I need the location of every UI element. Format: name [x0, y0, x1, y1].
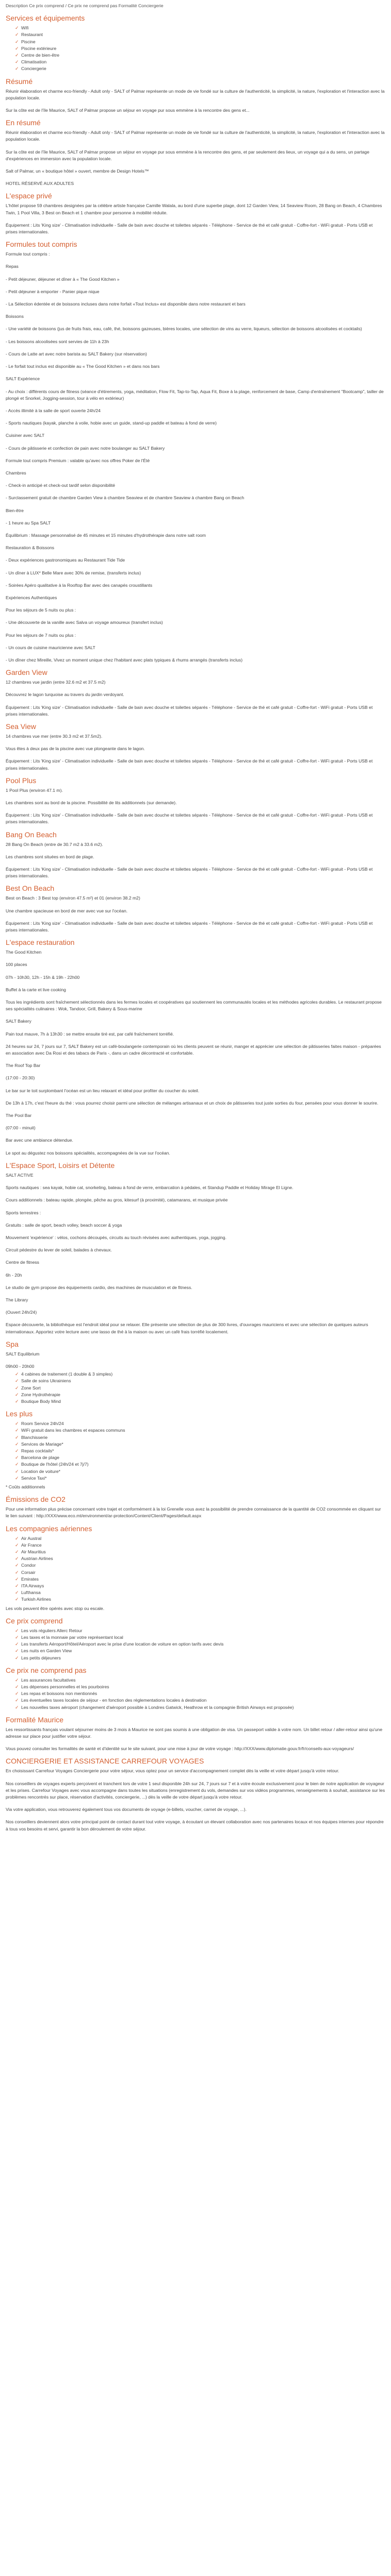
list-item: [15, 59, 385, 65]
list-item-label: Les repas et boissons non mentionnés: [21, 1691, 97, 1697]
price-includes-section: [6, 1616, 385, 1662]
paragraph: Équipement : Lits 'King size' - Climatisation individuelle - Salle de bain avec douche et toilettes séparés - Téléphone - Service de thé et café gratuit - Coffre-fort - WiFi gratuit - Ports USB et prises internationales.: [6, 222, 373, 235]
paragraph: Best on Beach : 3 Best top (environ 47.5 m²) et 01 (environ 38.2 m2): [6, 895, 140, 901]
checkmark-icon: ✓: [15, 25, 19, 31]
list-item-label: Restaurant: [21, 32, 43, 38]
list-item-label: Lufthansa: [21, 1590, 41, 1596]
list-item: [15, 1468, 385, 1475]
check-list: [6, 1420, 385, 1482]
paragraph: Pour les séjours de 5 nuits ou plus :: [6, 607, 76, 613]
paragraph: Sports nautiques : sea kayak, hobie cat, snorkeling, bateau à fond de verre, embarcation à pédales, et Standup Paddle et Holiday Mirage El Ligne.: [6, 1185, 294, 1191]
checkmark-icon: ✓: [15, 1684, 19, 1690]
paragraph: The Roof Top Bar: [6, 1063, 41, 1069]
list-item: [15, 1448, 385, 1454]
paragraph: SALT Expérience: [6, 376, 40, 382]
section-title: Ce prix ne comprend pas: [6, 1666, 87, 1674]
content-section: [6, 13, 385, 72]
section-title: Pool Plus: [6, 776, 37, 785]
paragraph: 100 places: [6, 962, 27, 968]
content-section: [6, 118, 385, 187]
section-title: Formalité Maurice: [6, 1715, 64, 1724]
list-item-label: Climatisation: [21, 59, 47, 65]
paragraph: Mouvement 'expérience' : vélos, cochons découpés, circuits au touch révisées avec authentiques, yoga, jogging.: [6, 1234, 226, 1240]
paragraph: 14 chambres vue mer (entre 30.3 m2 et 37.5m2).: [6, 733, 103, 739]
list-item-label: Blanchisserie: [21, 1434, 48, 1440]
list-item-label: Air Austral: [21, 1535, 42, 1541]
concierge-section: [6, 1756, 385, 1832]
list-item: [15, 1589, 385, 1596]
checkmark-icon: ✓: [15, 1563, 19, 1568]
paragraph: - Sports nautiques (kayak, planche à voile, hobie avec un guide, stand-up paddle et bateau à fond de verre): [6, 420, 217, 426]
content-section: [6, 776, 385, 826]
list-item-label: Piscine extérieure: [21, 45, 57, 51]
checkmark-icon: ✓: [15, 1556, 19, 1562]
sections-container: [6, 13, 385, 1833]
list-item: [15, 1461, 385, 1468]
list-item-label: Air Mauritius: [21, 1549, 46, 1554]
paragraph: Vous êtes à deux pas de la piscine avec vue plongeante dans le lagon.: [6, 746, 145, 752]
checkmark-icon: ✓: [15, 1448, 19, 1453]
paragraph: Les ressortissants français voulant séjourner moins de 3 mois à Maurice ne sont pas soumis à une obligation de visa. Un passeport valide à votre nom. Un billet retour / aller-retour ainsi qu'une adresse sur place pour justifier votre séjour.: [6, 1726, 383, 1739]
list-item-label: Centre de bien-être: [21, 53, 60, 58]
checkmark-icon: ✓: [15, 1677, 19, 1683]
list-item-label: Service Taxi*: [21, 1475, 47, 1481]
paragraph: Formule tout compris Premium : valable qu'avec nos offres Poker de l'Été: [6, 457, 150, 463]
paragraph: - Soirées Apéro qualitative à la Rooftop Bar avec des canapés croustillants: [6, 582, 153, 588]
list-item-label: Boutique Body Mind: [21, 1398, 61, 1404]
content-section: [6, 722, 385, 772]
paragraph: - 1 heure au Spa SALT: [6, 520, 51, 526]
list-item: [15, 1697, 385, 1704]
check-list: [6, 25, 385, 72]
list-item: [15, 1562, 385, 1569]
checkmark-icon: ✓: [15, 1421, 19, 1427]
list-item-label: Les vols réguliers Allerc Retour: [21, 1628, 83, 1633]
paragraph: Chambres: [6, 470, 26, 476]
content-section: [6, 830, 385, 880]
list-item-label: Les taxes et la monnaie par votre représentant local: [21, 1635, 123, 1640]
list-item: [15, 1398, 385, 1405]
list-item-label: Services de Mariage*: [21, 1441, 63, 1447]
content-section: [6, 191, 385, 235]
paragraph: SALT Bakery: [6, 1019, 31, 1024]
paragraph: 07h - 10h30, 12h - 15h & 19h - 22h00: [6, 974, 80, 980]
paragraph: Espace découverte, la bibliothèque est l'endroit idéal pour se relaxer. Elle présente une sélection de plus de 300 livres, d'ouvrages mauriciens et avec une sélection de quelques auteurs internationaux. Apportez votre lecture avec une lasso de thé à la maison ou avec un café frais torréfié localement.: [6, 1322, 368, 1334]
paragraph: Découvrez le lagon turquoise au travers du jardin verdoyant.: [6, 692, 124, 698]
checkmark-icon: ✓: [15, 1569, 19, 1575]
content-section: [6, 77, 385, 114]
checkmark-icon: ✓: [15, 1583, 19, 1589]
paragraph: - Deux expériences gastronomiques au Restaurant Tide Tide: [6, 557, 125, 563]
checkmark-icon: ✓: [15, 1628, 19, 1633]
section-title: CONCIERGERIE ET ASSISTANCE CARREFOUR VOYAGES: [6, 1757, 204, 1766]
paragraph: En choisissant Carrefour Voyages Conciergerie pour votre séjour, vous optez pour un service d'accompagnement complet dès la veille et votre départ jusqu'à votre retour.: [6, 1768, 339, 1774]
checkmark-icon: ✓: [15, 45, 19, 51]
checkmark-icon: ✓: [15, 1648, 19, 1654]
airlines-section: [6, 1524, 385, 1612]
paragraph: Équipement : Lits 'King size' - Climatisation individuelle - Salle de bain avec douche et toilettes séparés - Téléphone - Service de thé et café gratuit - Coffre-fort - WiFi gratuit - Ports USB et prises internationales.: [6, 704, 373, 717]
paragraph: Tous les ingrédients sont fraîchement sélectionnés dans les fermes locales et coopératives qui soutiennent les communautés locales et les méthodes agricoles durables. Le restaurant propose ses spécialités culinaires : Wok, Tandoor, Grill, Bakery & Sous-marine: [6, 999, 382, 1012]
paragraph: Pour une information plus précise concernant votre trajet et conformément à la loi Grenelle vous avez la possibilité de prendre connaissance de la quantité de CO2 consommée en cliquant sur le lien suivant : http://XXX/www.eco.mt/environment/ar-protection/Content/Client/Pages/default.aspx: [6, 1506, 381, 1519]
list-item: [15, 1634, 385, 1641]
content-section: [6, 668, 385, 718]
list-item-label: Location de voiture*: [21, 1468, 60, 1474]
paragraph: - Petit déjeuner à emporter - Panier pique nique: [6, 289, 100, 294]
list-item: [15, 39, 385, 45]
paragraph: - Au choix : différents cours de fitness (séance d'étirements, yoga, méditation, Flow Fit, Tap-to-Tap, Aqua Fit, Boxe à la plage, renforcement de base, Camp d'entraînement "Bootcamp", tailler de plongé et Snorkel, Jogging-session, tour à vélo en extérieur): [6, 388, 384, 401]
list-item-label: Les éventuelles taxes locales de séjour - en fonction des réglementations locales à destination: [21, 1698, 207, 1703]
paragraph: Pain tout mauve, 7h à 13h30 : se mettre ensuite tiré est, par café fraîchement torréfié.: [6, 1031, 174, 1037]
list-item-label: Salle de soins Ukrainiens: [21, 1378, 71, 1384]
section-title: Les compagnies aériennes: [6, 1524, 92, 1533]
checkmark-icon: ✓: [15, 1535, 19, 1541]
checkmark-icon: ✓: [15, 1398, 19, 1404]
checkmark-icon: ✓: [15, 1691, 19, 1697]
checkmark-icon: ✓: [15, 1590, 19, 1596]
checkmark-icon: ✓: [15, 1371, 19, 1377]
paragraph: - Le forfait tout inclus est disponible au « The Good Kitchen » et dans nos bars: [6, 364, 160, 369]
paragraph: 09h00 - 20h00: [6, 1363, 35, 1369]
list-item: [15, 1628, 385, 1634]
section-title: L'Espace Sport, Loisirs et Détente: [6, 1161, 115, 1170]
plus-section: [6, 1409, 385, 1490]
section-title: Émissions de CO2: [6, 1495, 66, 1504]
checkmark-icon: ✓: [15, 1462, 19, 1467]
paragraph: 12 chambres vue jardin (entre 32.6 m2 et 37.5 m2): [6, 680, 106, 685]
list-item-label: Conciergerie: [21, 66, 46, 72]
list-item: [15, 1434, 385, 1441]
paragraph: 24 heures sur 24, 7 jours sur 7, SALT Bakery est un café-boulangerie contemporain où les clients peuvent se réunir, manger et apprécier une sélection de pâtisseries faites maison - préparées en association avec Da Rosi et des tabacs de Paris -, dans un cadre décontracté et confortable.: [6, 1043, 381, 1056]
list-item: [15, 25, 385, 31]
paragraph: - Les boissons alcoolisées sont servies de 11h à 23h: [6, 338, 109, 344]
list-item: [15, 1475, 385, 1482]
list-item: [15, 1441, 385, 1448]
checkmark-icon: ✓: [15, 1542, 19, 1548]
paragraph: Sur la côte est de l'île Maurice, SALT of Palmar propose un séjour en voyage pur sous emmène à la rencontre des gens, et par seulement des lieux, un voyage qui a du sens, un partage d'expériences en immersion avec la population locale.: [6, 149, 369, 161]
paragraph: - Un dîner chez Mireille, Vivez un moment unique chez l'habitant avec plats typiques & rhums arrangés (transferts inclus): [6, 657, 243, 663]
list-item: [15, 52, 385, 59]
checkmark-icon: ✓: [15, 1441, 19, 1447]
list-item-label: WiFi gratuit dans les chambres et espaces communs: [21, 1428, 125, 1433]
paragraph: Formule tout compris :: [6, 251, 50, 257]
list-item: [15, 1684, 385, 1690]
page-caption: Description Ce prix comprend / Ce prix ne comprend pas Formalité Conciergerie: [6, 3, 164, 8]
paragraph: 28 Bang On Beach (entre de 30.7 m2 à 33.6 m2).: [6, 841, 103, 847]
paragraph: - Cours de pâtisserie et confection de pain avec notre boulanger au SALT Bakery: [6, 445, 165, 451]
list-item: [15, 1392, 385, 1398]
check-list: [6, 1677, 385, 1711]
list-item: [15, 1555, 385, 1562]
list-item: [15, 1648, 385, 1654]
paragraph: HOTEL RÉSERVÉ AUX ADULTES: [6, 181, 74, 187]
checkmark-icon: ✓: [15, 53, 19, 58]
paragraph: Boissons: [6, 314, 24, 319]
paragraph: The Good Kitchen: [6, 950, 42, 955]
paragraph: 6h - 20h: [6, 1272, 22, 1278]
section-title: L'espace restauration: [6, 938, 75, 947]
paragraph: Bien-être: [6, 507, 24, 513]
list-item-label: Emirates: [21, 1576, 39, 1582]
paragraph: Gratuits : salle de sport, beach volley, beach soccer & yoga: [6, 1222, 122, 1228]
section-title: Résumé: [6, 77, 33, 86]
paragraph: Expériences Authentiques: [6, 595, 57, 600]
paragraph: Nos conseillers de voyages experts perçoivent et tranchent lors de votre 1 seul disponible 24h sur 24, 7 jours sur 7 et à votre écoute exclusivement pour le bien de notre application de voyageur et les prises. Carrefour Voyages avec vous accompagne dans toutes les situations (enregistrement du vols, demandes sur vos vidéos programmes, renseignements à souhait, assistance sur les problèmes rencontrés sur place, réservation d'activités, conciergerie, ...) dès la veille de votre départ jusqu'à votre retour.: [6, 1781, 385, 1800]
paragraph: 1 Pool Plus (environ 47.1 m).: [6, 787, 63, 793]
paragraph: - Surclassement gratuit de chambre Garden View à chambre Seaview et de chambre Seaview à chambre Bang on Beach: [6, 495, 245, 501]
check-list: [6, 1535, 385, 1603]
checkmark-icon: ✓: [15, 1378, 19, 1384]
paragraph: Sur la côte est de l'île Maurice, SALT of Palmar propose un séjour en voyage pur sous emmène à la rencontre des gens et...: [6, 108, 250, 113]
list-item-label: Piscine: [21, 39, 36, 44]
paragraph: Vous pouvez consulter les formalités de santé et d'identité sur le site suivant, pour une mise à jour de votre voyage : http://XXX/www.diplomatie.gouv.fr/fr/conseils-aux-voyageurs/: [6, 1746, 354, 1752]
list-item-label: Les transferts Aéroport/Hôtel/Aéroport avec le prise d'une location de voiture en option tarifs avec devis: [21, 1641, 224, 1647]
paragraph: Le spot au dégustez nos boissons spécialités, accompagnées de la vue sur l'océan.: [6, 1150, 170, 1156]
paragraph: Buffet à la carte et live cooking: [6, 987, 66, 992]
paragraph: Salt of Palmar, un « boutique hôtel » ouvert, membre de Design Hotels™: [6, 168, 149, 174]
paragraph: L'hôtel propose 59 chambres designées par la célèbre artiste française Camille Walala, au bord d'une superbe plage, dont 12 Garden View, 14 Seaview Room, 28 Bang on Beach, 4 Chambres Twin, 1 Pool Villa, 3 Best on Beach et 1 chambre pour personne à mobilité réduite.: [6, 203, 382, 215]
paragraph: De 13h à 17h, c'est l'heure du thé : vous pourrez choisir parmi une sélection de mélanges artisanaux et un choix de pâtisseries tout juste sorties du four, pensées pour vous donner le sourire.: [6, 1100, 379, 1106]
list-item-label: 4 cabines de traitement (1 double & 3 simples): [21, 1371, 113, 1377]
list-item: [15, 1576, 385, 1583]
list-item-label: Les nouvelles taxes aéroport (changement d'aéroport possible à Londres Gatwick, Heathrow et la compagnie British Airways est proposée): [21, 1704, 294, 1710]
list-item-label: ITA Airways: [21, 1583, 44, 1589]
paragraph: (Ouvert 24h/24): [6, 1310, 37, 1315]
checkmark-icon: ✓: [15, 1655, 19, 1660]
paragraph: Centre de fitness: [6, 1260, 39, 1265]
paragraph: Restauration & Boissons: [6, 545, 55, 551]
list-item-label: Room Service 24h/24: [21, 1421, 64, 1427]
paragraph: - Un dîner à LUX* Belle Mare avec 30% de remise, (transferts inclus): [6, 570, 141, 575]
paragraph: Nos conseillers deviennent alors votre principal point de contact durant tout votre voyage, à écoutant un élevant collaboration avec nos partenaires locaux et nos équipes internes pour répondre à tous vos besoins et servi, garantir la bon déroulement de votre séjour.: [6, 1819, 384, 1832]
list-item-label: Wifi: [21, 25, 29, 31]
list-item: [15, 1596, 385, 1603]
list-item-label: Zone Sort: [21, 1385, 41, 1391]
checkmark-icon: ✓: [15, 1641, 19, 1647]
list-item: [15, 31, 385, 38]
checkmark-icon: ✓: [15, 1549, 19, 1554]
paragraph: Bar avec une ambiance détendue.: [6, 1138, 73, 1143]
list-item-label: Les dépenses personnelles et les pourboires: [21, 1684, 109, 1690]
list-item-label: Turkish Airlines: [21, 1597, 51, 1602]
note-text: Les vols peuvent être opérés avec stop ou escale.: [6, 1605, 105, 1611]
list-item: [15, 1542, 385, 1549]
formalities-section: [6, 1715, 385, 1753]
checkmark-icon: ✓: [15, 1698, 19, 1703]
list-item: [15, 1569, 385, 1576]
note-text: * Coûts additionnels: [6, 1484, 45, 1489]
paragraph: The Pool Bar: [6, 1113, 32, 1118]
paragraph: Sports terrestres :: [6, 1210, 41, 1215]
list-item-label: Condor: [21, 1563, 36, 1568]
paragraph: Une chambre spacieuse en bord de mer avec vue sur l'océan.: [6, 908, 128, 913]
content-section: [6, 1161, 385, 1335]
paragraph: - Petit déjeuner, déjeuner et dîner à « The Good Kitchen »: [6, 276, 120, 282]
list-item-label: Les petits déjeuners: [21, 1655, 61, 1660]
list-item: [15, 1378, 385, 1384]
paragraph: Repas: [6, 264, 19, 269]
list-item-label: Repas cocktails*: [21, 1448, 54, 1453]
checkmark-icon: ✓: [15, 1385, 19, 1391]
paragraph: - Cours de Latte art avec notre barista au SALT Bakery (sur réservation): [6, 351, 147, 357]
section-title: En résumé: [6, 118, 41, 127]
paragraph: - Un cours de cuisine mauricienne avec SALT: [6, 645, 95, 650]
paragraph: Équipement : Lits 'King size' - Climatisation individuelle - Salle de bain avec douche et toilettes séparés - Téléphone - Service de thé et café gratuit - Coffre-fort - WiFi gratuit - Ports USB et prises internationales.: [6, 758, 373, 771]
section-title: Garden View: [6, 668, 47, 677]
paragraph: - Une découverte de la vanille avec Salva un voyage amoureux (transfert inclus): [6, 620, 163, 625]
checkmark-icon: ✓: [15, 1468, 19, 1474]
list-item: [15, 1371, 385, 1378]
paragraph: Cuisiner avec SALT: [6, 433, 45, 438]
paragraph: Le studio de gym propose des équipements cardio, des machines de musculation et de fitness.: [6, 1284, 192, 1290]
paragraph: Les chambres sont au bord de la piscine. Possibilité de lits additionnels (sur demande).: [6, 800, 177, 805]
section-title: Formules tout compris: [6, 240, 77, 249]
section-title: Best On Beach: [6, 884, 55, 893]
paragraph: Circuit pédestre du lever de soleil, balades à chevaux.: [6, 1247, 112, 1253]
list-item-label: Les assurances facultatives: [21, 1677, 76, 1683]
list-item: [15, 45, 385, 52]
checkmark-icon: ✓: [15, 1475, 19, 1481]
list-item-label: Zone Hydrothérapie: [21, 1392, 60, 1397]
section-title: Ce prix comprend: [6, 1616, 63, 1625]
list-item: [15, 1385, 385, 1392]
section-title: Sea View: [6, 722, 36, 731]
paragraph: Le bar sur le toit surplombant l'océan est un lieu relaxant et idéal pour profiter du coucher du soleil.: [6, 1088, 200, 1093]
paragraph: Réunir élaboration et charme eco-friendly - Adult only - SALT of Palmar représente un mode de vie fondé sur la culture de l'authenticité, la simplicité, la nature, l'exploration et l'interaction avec la population locale.: [6, 88, 385, 100]
checkmark-icon: ✓: [15, 39, 19, 44]
paragraph: SALT Equilibrium: [6, 1351, 40, 1357]
paragraph: - Accès illimité à la salle de sport ouverte 24h/24: [6, 408, 101, 413]
paragraph: - Check-in anticipé et check-out tardif selon disponibilité: [6, 483, 116, 488]
list-item: [15, 1535, 385, 1542]
list-item-label: Corsair: [21, 1569, 36, 1575]
emissions-section: [6, 1495, 385, 1519]
paragraph: Via votre application, vous retrouverez également tous vos documents de voyage (e-billets, voucher, carnet de voyage, ...).: [6, 1807, 247, 1812]
checkmark-icon: ✓: [15, 32, 19, 38]
check-list: [6, 1371, 385, 1405]
content-section: [6, 938, 385, 1157]
paragraph: The Library: [6, 1297, 28, 1302]
list-item-label: Les nuits en Garden View: [21, 1648, 72, 1654]
checkmark-icon: ✓: [15, 1455, 19, 1461]
list-item: [15, 1704, 385, 1711]
list-item: [15, 1427, 385, 1434]
checkmark-icon: ✓: [15, 66, 19, 72]
paragraph: Équilibrium : Massage personnalisé de 45 minutes et 15 minutes d'hydrothérapie dans notre salt room: [6, 532, 206, 538]
check-list: [6, 1628, 385, 1662]
paragraph: - Une variété de boissons (jus de fruits frais, eau, café, thé, boissons gazeuses, bières locales, une sélection de vins au verre, liqueurs, sélection de boissons alcoolisées et cocktails): [6, 326, 362, 332]
list-item: [15, 1420, 385, 1427]
list-item: [15, 1549, 385, 1555]
content-section: [6, 884, 385, 934]
list-item-label: Barcelona de plage: [21, 1455, 60, 1461]
list-item: [15, 1655, 385, 1662]
list-item-label: Air France: [21, 1542, 42, 1548]
list-item: [15, 1677, 385, 1684]
paragraph: Les chambres sont situées en bord de plage.: [6, 854, 94, 859]
checkmark-icon: ✓: [15, 1392, 19, 1397]
list-item-label: Austrian Airlines: [21, 1556, 53, 1562]
section-title: Bang On Beach: [6, 830, 57, 839]
paragraph: (07:00 - minuit): [6, 1125, 36, 1131]
list-item: [15, 65, 385, 72]
content-section: [6, 1340, 385, 1370]
list-item: [15, 1454, 385, 1461]
paragraph: (17:00 - 20:30): [6, 1075, 35, 1081]
checkmark-icon: ✓: [15, 1434, 19, 1440]
section-title: Les plus: [6, 1410, 33, 1418]
list-item: [15, 1641, 385, 1648]
paragraph: SALT ACTIVE: [6, 1172, 34, 1178]
section-title: Services et équipements: [6, 14, 85, 23]
paragraph: Pour les séjours de 7 nuits ou plus :: [6, 632, 76, 638]
list-item: [15, 1690, 385, 1697]
paragraph: Équipement : Lits 'King size' - Climatisation individuelle - Salle de bain avec douche et toilettes séparés - Téléphone - Service de thé et café gratuit - Coffre-fort - WiFi gratuit - Ports USB et prises internationales.: [6, 812, 373, 825]
content-section: [6, 240, 385, 664]
price-excludes-section: [6, 1666, 385, 1711]
paragraph: Équipement : Lits 'King size' - Climatisation individuelle - Salle de bain avec douche et toilettes séparés - Téléphone - Service de thé et café gratuit - Coffre-fort - WiFi gratuit - Ports USB et prises internationales.: [6, 867, 373, 879]
checkmark-icon: ✓: [15, 1597, 19, 1602]
section-title: L'espace privé: [6, 192, 52, 200]
paragraph: - La Sélection édentée et de boissons incluses dans notre forfait «Tout Inclus» est disponible dans notre restaurant et bars: [6, 301, 246, 307]
paragraph: Cours additionnels : bateau rapide, plongée, pêche au gros, kitesurf (à proximité), catamarans, et musique privée: [6, 1197, 228, 1203]
checkmark-icon: ✓: [15, 1635, 19, 1640]
list-item: [15, 1583, 385, 1589]
paragraph: Réunir élaboration et charme eco-friendly - Adult only - SALT of Palmar représente un mode de vie fondé sur la culture de l'authenticité, la simplicité, la nature, l'exploration et l'interaction avec la population locale.: [6, 130, 385, 142]
section-title: Spa: [6, 1340, 19, 1348]
checkmark-icon: ✓: [15, 1704, 19, 1710]
list-item-label: Boutique de l'hôtel (24h/24 et 7j/7): [21, 1462, 89, 1467]
checkmark-icon: ✓: [15, 59, 19, 65]
checkmark-icon: ✓: [15, 1428, 19, 1433]
checkmark-icon: ✓: [15, 1576, 19, 1582]
paragraph: Équipement : Lits 'King size' - Climatisation individuelle - Salle de bain avec douche et toilettes séparés - Téléphone - Service de thé et café gratuit - Coffre-fort - WiFi gratuit - Ports USB et prises internationales.: [6, 920, 373, 933]
